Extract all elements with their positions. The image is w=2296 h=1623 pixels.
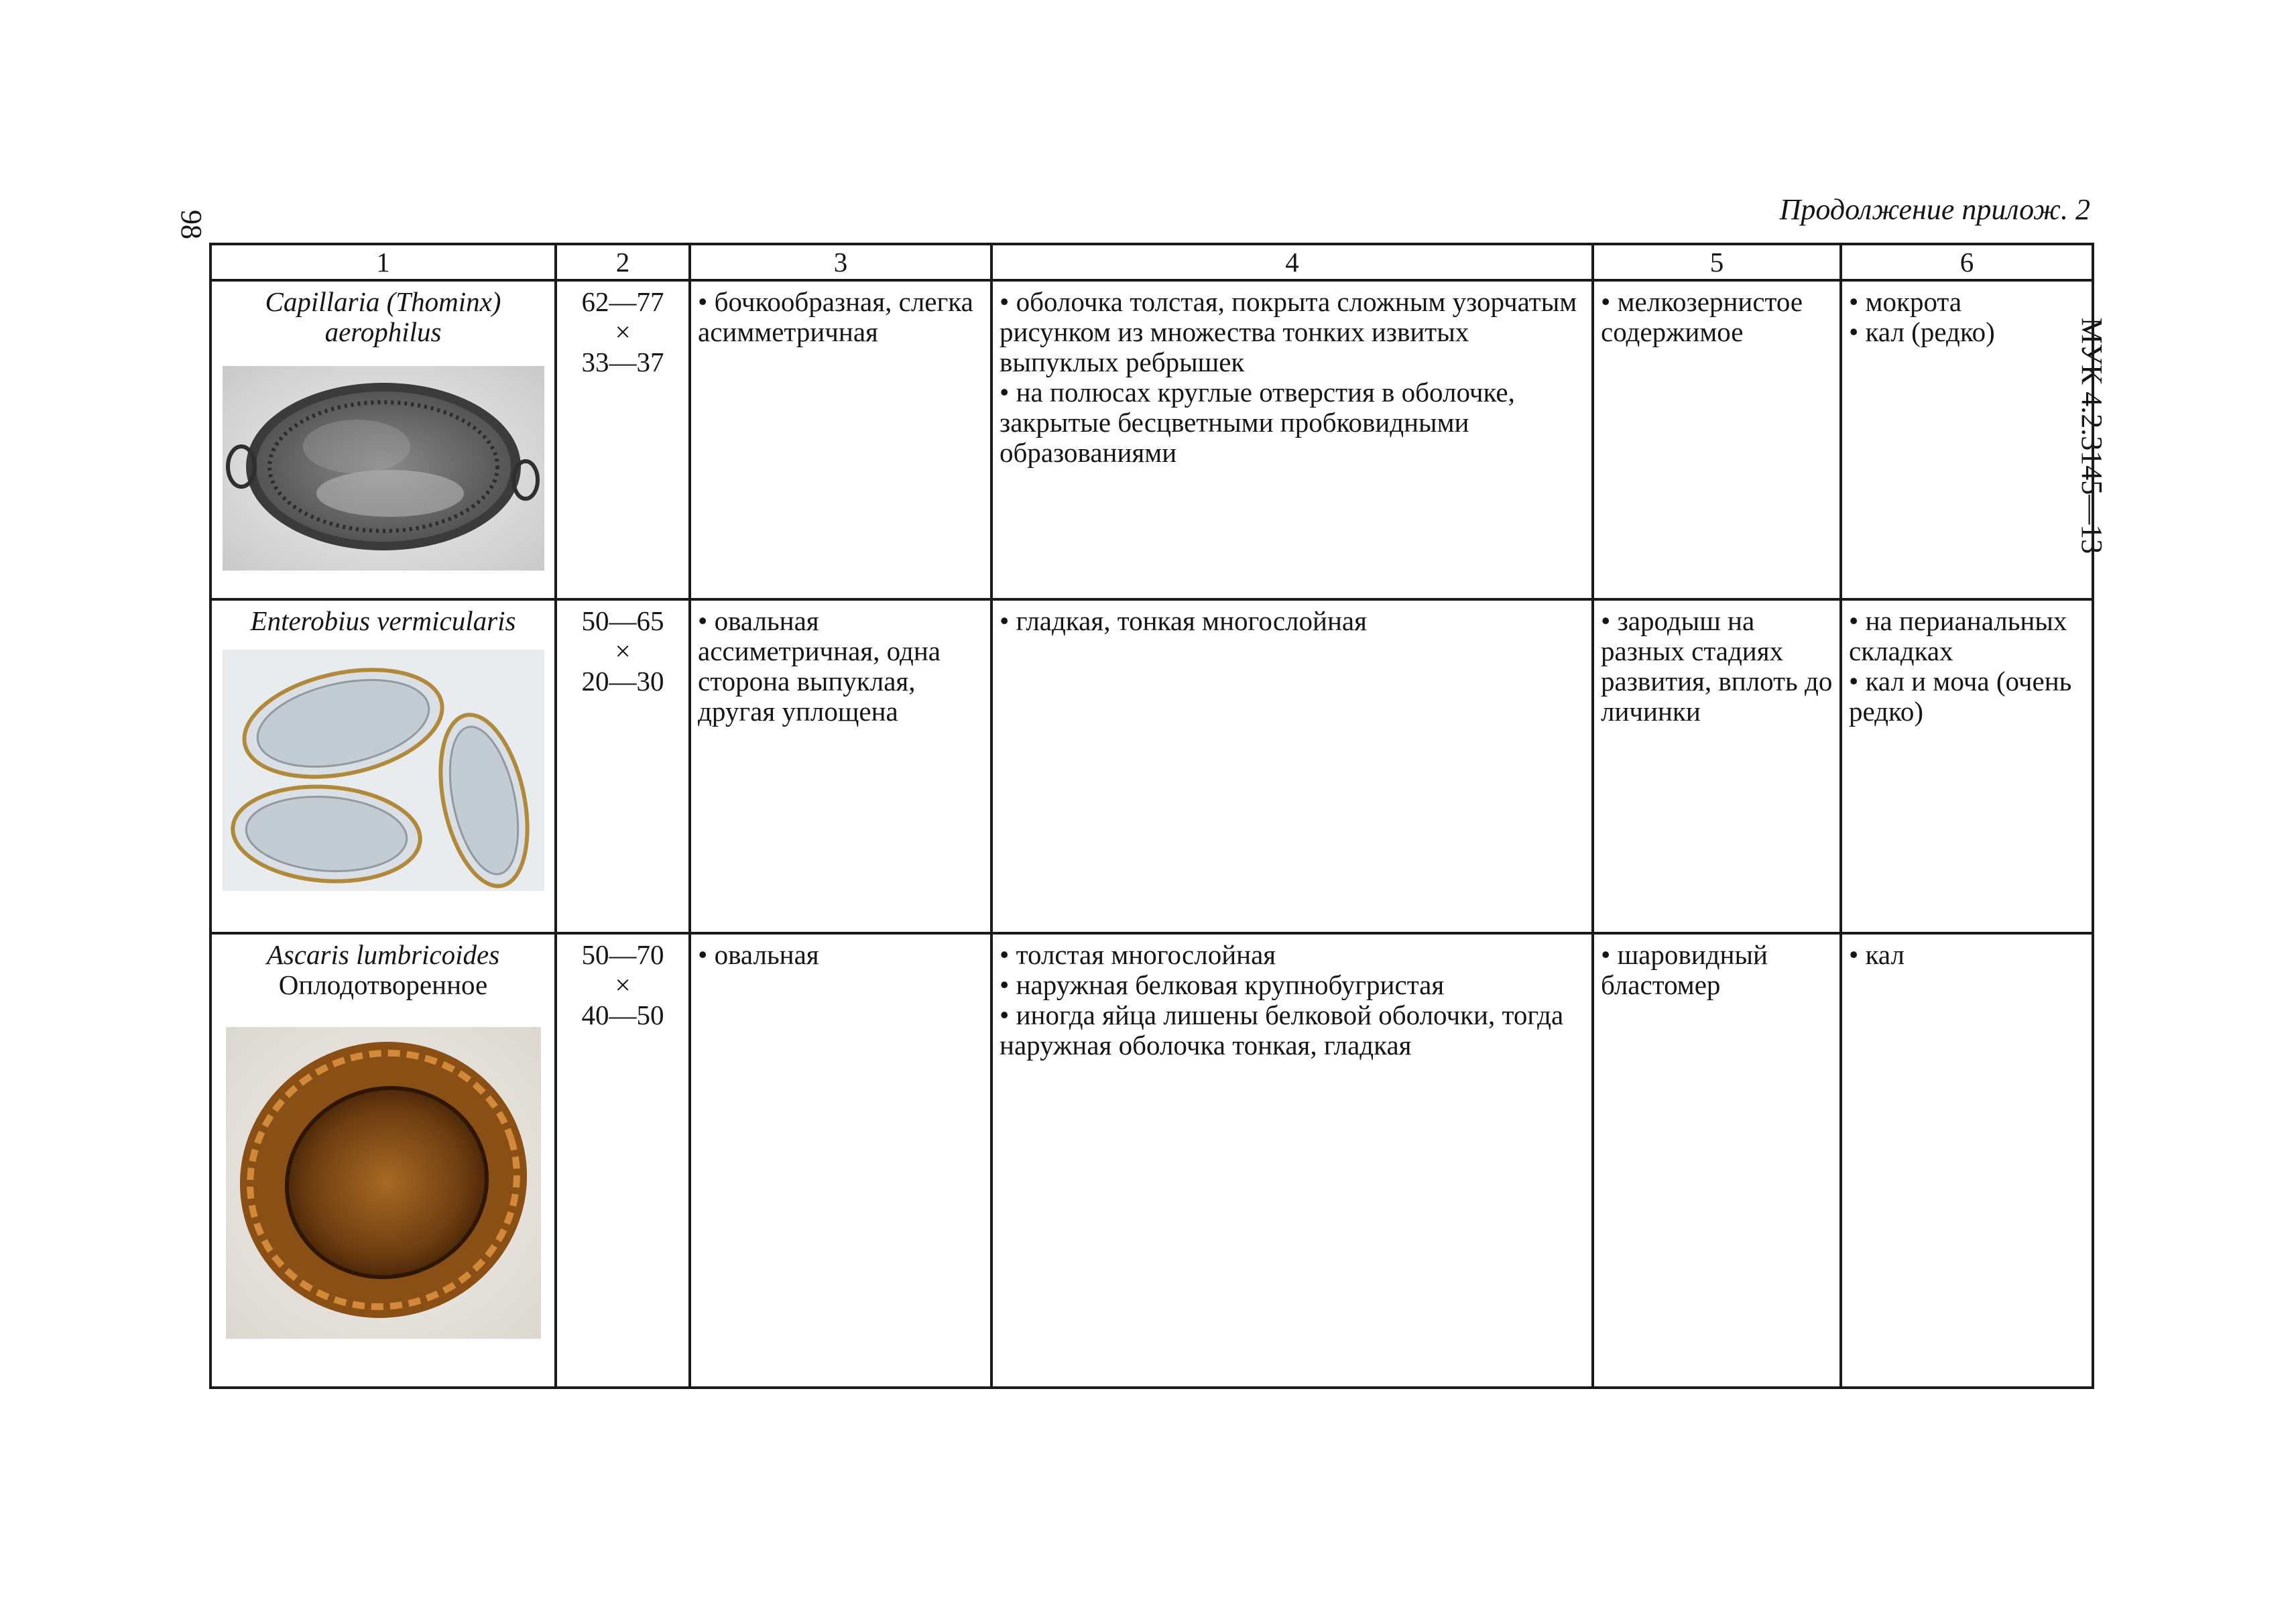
location-item: • кал и моча (очень редко): [1849, 666, 2085, 727]
species-name: Enterobius vermicularis: [250, 605, 516, 636]
table-row: [210, 599, 2093, 933]
location-cell: [1841, 933, 2093, 1388]
species-subtitle: Оплодотворенное: [278, 969, 488, 1000]
location-item: • на перианальных складках: [1849, 606, 2085, 666]
shell-cell: [991, 599, 1593, 933]
size-width: 33—37: [581, 347, 664, 377]
size-length: 50—70: [581, 939, 664, 970]
shell-cell: [991, 280, 1593, 599]
contents-cell: [1593, 599, 1841, 933]
capillaria-egg-micrograph-icon: [223, 366, 544, 570]
contents-item: • шаровидный бластомер: [1601, 940, 1833, 1000]
shell-cell: [991, 933, 1593, 1388]
shell-item: • толстая многослойная: [1000, 940, 1585, 970]
shape-item: • овальная: [698, 940, 983, 970]
shape-item: • овальная ассиметричная, одна сторона выпуклая, другая уплощена: [698, 606, 983, 727]
shape-cell: [690, 599, 991, 933]
species-cell: [210, 933, 556, 1388]
continuation-label: Продолжение прилож. 2: [1779, 193, 2090, 226]
enterobius-eggs-micrograph-icon: [223, 650, 544, 891]
column-header: 3: [690, 244, 991, 280]
shape-cell: [690, 280, 991, 599]
location-item: • мокрота: [1849, 287, 2085, 317]
size-cell: [556, 933, 690, 1388]
contents-cell: [1593, 280, 1841, 599]
location-item: • кал (редко): [1849, 317, 2085, 347]
shape-item: • бочкообразная, слегка асимметричная: [698, 287, 983, 347]
helminth-eggs-table: [209, 243, 2094, 1389]
size-separator: ×: [615, 969, 631, 1000]
size-separator: ×: [615, 316, 631, 347]
column-header: 6: [1841, 244, 2093, 280]
shell-item: • иногда яйца лишены белковой оболочки, тогда наружная оболочка тонкая, гладкая: [1000, 1000, 1585, 1061]
size-length: 62—77: [581, 286, 664, 317]
ascaris-egg-micrograph-icon: [226, 1027, 541, 1339]
table-row: [210, 933, 2093, 1388]
size-width: 20—30: [581, 666, 664, 697]
shape-cell: [690, 933, 991, 1388]
species-cell: [210, 599, 556, 933]
shell-item: • на полюсах круглые отверстия в оболочке, закрытые бесцветными пробковидными образованиями: [1000, 377, 1585, 468]
location-item: • кал: [1849, 940, 2085, 970]
column-header: 4: [991, 244, 1593, 280]
size-length: 50—65: [581, 605, 664, 636]
location-cell: [1841, 599, 2093, 933]
table-header-row: [210, 244, 2093, 280]
size-cell: [556, 280, 690, 599]
contents-item: • мелкозернистое содержимое: [1601, 287, 1833, 347]
species-cell: [210, 280, 556, 599]
size-cell: [556, 599, 690, 933]
column-header: 2: [556, 244, 690, 280]
shell-item: • наружная белковая крупнобугристая: [1000, 970, 1585, 1000]
species-name: Capillaria (Thominx) aerophilus: [265, 286, 501, 347]
shell-item: • гладкая, тонкая многослойная: [1000, 606, 1585, 636]
location-cell: [1841, 280, 2093, 599]
column-header: 1: [210, 244, 556, 280]
contents-cell: [1593, 933, 1841, 1388]
document-code: МУК 4.2.3145—13: [2075, 317, 2108, 554]
column-header: 5: [1593, 244, 1841, 280]
shell-item: • оболочка толстая, покрыта сложным узорчатым рисунком из множества тонких извитых выпуклых ребрышек: [1000, 287, 1585, 377]
page-number: 98: [175, 210, 208, 239]
size-separator: ×: [615, 636, 631, 666]
contents-item: • зародыш на разных стадиях развития, вплоть до личинки: [1601, 606, 1833, 727]
size-width: 40—50: [581, 1000, 664, 1030]
species-name: Ascaris lumbricoides: [266, 939, 500, 970]
table-row: [210, 280, 2093, 599]
